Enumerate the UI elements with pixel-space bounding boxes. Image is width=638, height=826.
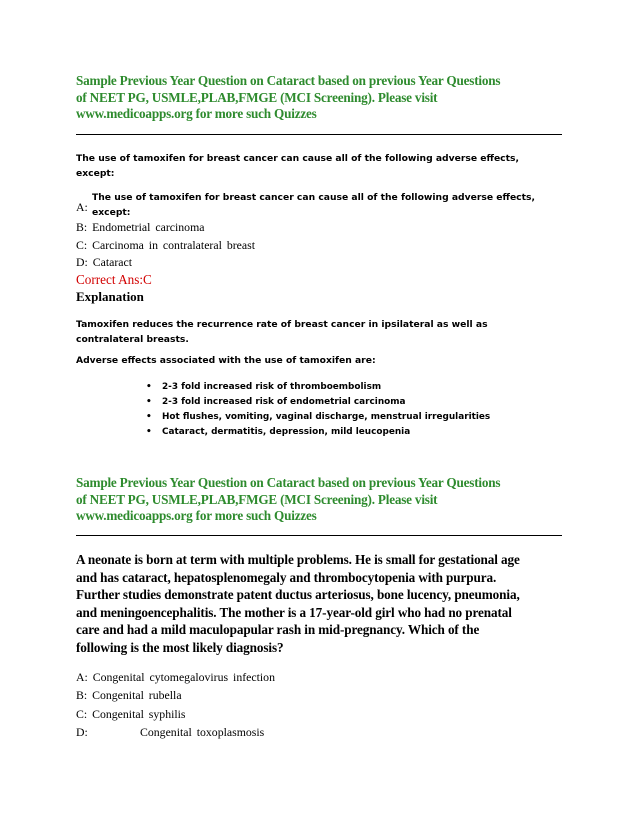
question-line: The use of tamoxifen for breast cancer can cause all of the following adverse effects,	[76, 153, 519, 164]
option-d	[76, 723, 264, 741]
option-c: C: Carcinoma in contralateral breast	[76, 238, 255, 252]
adverse-effects-intro: Adverse effects associated with the use of tamoxifen are:	[76, 355, 376, 366]
question-line: except:	[76, 167, 115, 179]
option-a-line: The use of tamoxifen for breast cancer can cause all of the following adverse effects,	[92, 192, 535, 203]
question-line: A neonate is born at term with multiple problems. He is small for gestational age	[76, 552, 520, 567]
option-d-label: D:	[76, 725, 88, 739]
explanation-title: Explanation	[76, 289, 144, 304]
heading-line: www.medicoapps.org for more such Quizzes	[76, 106, 317, 121]
option-a-line: except:	[92, 207, 131, 218]
question-line: following is the most likely diagnosis?	[76, 639, 284, 655]
bullet-icon: •	[146, 382, 152, 392]
section1-heading	[76, 73, 566, 123]
question-line: and has cataract, hepatosplenomegaly and thrombocytopenia with purpura.	[76, 569, 497, 585]
option-b: B: Endometrial carcinoma	[76, 220, 205, 234]
list-item: • 2-3 fold increased risk of endometrial carcinoma	[146, 395, 490, 410]
bullet-icon: •	[146, 397, 152, 407]
list-item: • 2-3 fold increased risk of thromboembolism	[146, 380, 490, 395]
section2-question	[76, 551, 566, 657]
explanation-text	[76, 318, 566, 347]
option-b: B: Congenital rubella	[76, 688, 182, 702]
section1-question	[76, 152, 566, 181]
explanation-line: Tamoxifen reduces the recurrence rate of breast cancer in ipsilateral as well as	[76, 319, 488, 330]
heading-line: Sample Previous Year Question on Cataract based on previous Year Questions	[76, 73, 501, 88]
correct-answer: Correct Ans:C	[76, 272, 152, 287]
option-a-label: A:	[76, 200, 88, 214]
bullet-icon: •	[146, 427, 152, 437]
bullet-icon: •	[146, 412, 152, 422]
section2-heading	[76, 475, 566, 525]
adverse-effects-list	[146, 380, 490, 440]
option-c: C: Congenital syphilis	[76, 707, 186, 721]
explanation-line: contralateral breasts.	[76, 333, 189, 345]
heading-line: www.medicoapps.org for more such Quizzes	[76, 508, 317, 523]
question-line: Further studies demonstrate patent ductus arteriosus, bone lucency, pneumonia,	[76, 587, 520, 603]
section1-divider	[76, 134, 562, 135]
option-d: D: Cataract	[76, 255, 133, 269]
option-a: A: Congenital cytomegalovirus infection	[76, 670, 275, 684]
section2-divider	[76, 535, 562, 536]
question-line: care and had a mild maculopapular rash in mid-pregnancy. Which of the	[76, 622, 480, 638]
question-line: and meningoencephalitis. The mother is a 17-year-old girl who had no prenatal	[76, 604, 512, 620]
heading-line: Sample Previous Year Question on Cataract based on previous Year Questions	[76, 475, 501, 490]
heading-line: of NEET PG, USMLE,PLAB,FMGE (MCI Screening). Please visit	[76, 89, 438, 105]
option-a-text	[92, 190, 562, 220]
heading-line: of NEET PG, USMLE,PLAB,FMGE (MCI Screening). Please visit	[76, 491, 438, 507]
list-item: • Cataract, dermatitis, depression, mild leucopenia	[146, 425, 490, 440]
option-d-text: Congenital toxoplasmosis	[140, 725, 265, 739]
list-item: • Hot flushes, vomiting, vaginal discharge, menstrual irregularities	[146, 410, 490, 425]
